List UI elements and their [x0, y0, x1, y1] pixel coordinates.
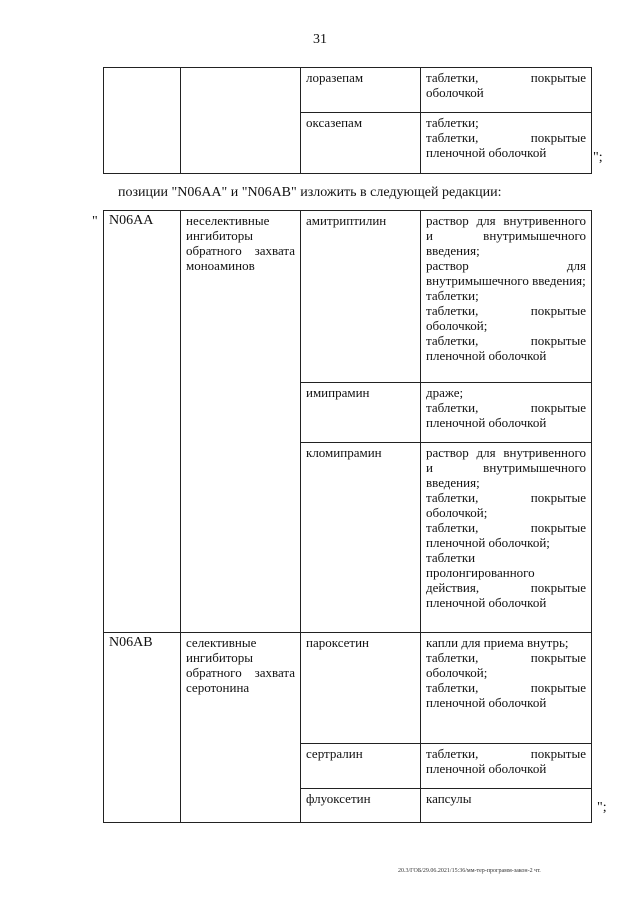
group-name-cell: селективные ингибиторы обратного захвата серотонина: [181, 633, 301, 823]
dosage-forms-cell: таблетки, покрытые оболочкой: [421, 68, 592, 113]
dosage-forms-cell: таблетки, покрытые пленочной оболочкой: [421, 744, 592, 789]
atc-code-cell: N06AB: [104, 633, 181, 823]
empty-code-cell: [104, 68, 181, 174]
dosage-forms-cell: капсулы: [421, 789, 592, 823]
dosage-forms-cell: драже; таблетки, покрытые пленочной оболочкой: [421, 383, 592, 443]
drug-name-cell: лоразепам: [301, 68, 421, 113]
dosage-forms-cell: раствор для внутривенного и внутримышечного введения; таблетки, покрытые оболочкой; таблетки, покрытые пленочной оболочкой; таблетки пролонгированного действия, покрытые пленочной оболочкой: [421, 443, 592, 633]
drug-name-cell: пароксетин: [301, 633, 421, 744]
intro-text: позиции "N06AA" и "N06AB" изложить в следующей редакции:: [118, 185, 502, 200]
drug-name-cell: сертралин: [301, 744, 421, 789]
closing-quote: ";: [593, 150, 603, 165]
opening-quote: ": [92, 214, 98, 229]
continuation-table: [103, 67, 592, 174]
drug-name-cell: амитриптилин: [301, 211, 421, 383]
table-row: [104, 211, 592, 383]
drug-name-cell: кломипрамин: [301, 443, 421, 633]
drug-name-cell: оксазепам: [301, 113, 421, 174]
table-row: [104, 68, 592, 113]
group-name-cell: неселективные ингибиторы обратного захвата моноаминов: [181, 211, 301, 633]
drug-table: [103, 210, 592, 823]
atc-code-cell: N06AA: [104, 211, 181, 633]
closing-quote: ";: [597, 800, 607, 815]
page-number: 31: [313, 32, 327, 47]
drug-name-cell: имипрамин: [301, 383, 421, 443]
dosage-forms-cell: таблетки; таблетки, покрытые пленочной оболочкой: [421, 113, 592, 174]
drug-name-cell: флуоксетин: [301, 789, 421, 823]
footer-stamp: 20.3/ГОБ/29.06.2021/15:36/мм-тер-программ-закон-2 чт.: [398, 868, 541, 874]
empty-group-cell: [181, 68, 301, 174]
table-row: [104, 633, 592, 744]
dosage-forms-cell: раствор для внутривенного и внутримышечного введения; раствор для внутримышечного введения; таблетки; таблетки, покрытые оболочкой; таблетки, покрытые пленочной оболочкой: [421, 211, 592, 383]
dosage-forms-cell: капли для приема внутрь; таблетки, покрытые оболочкой; таблетки, покрытые пленочной оболочкой: [421, 633, 592, 744]
